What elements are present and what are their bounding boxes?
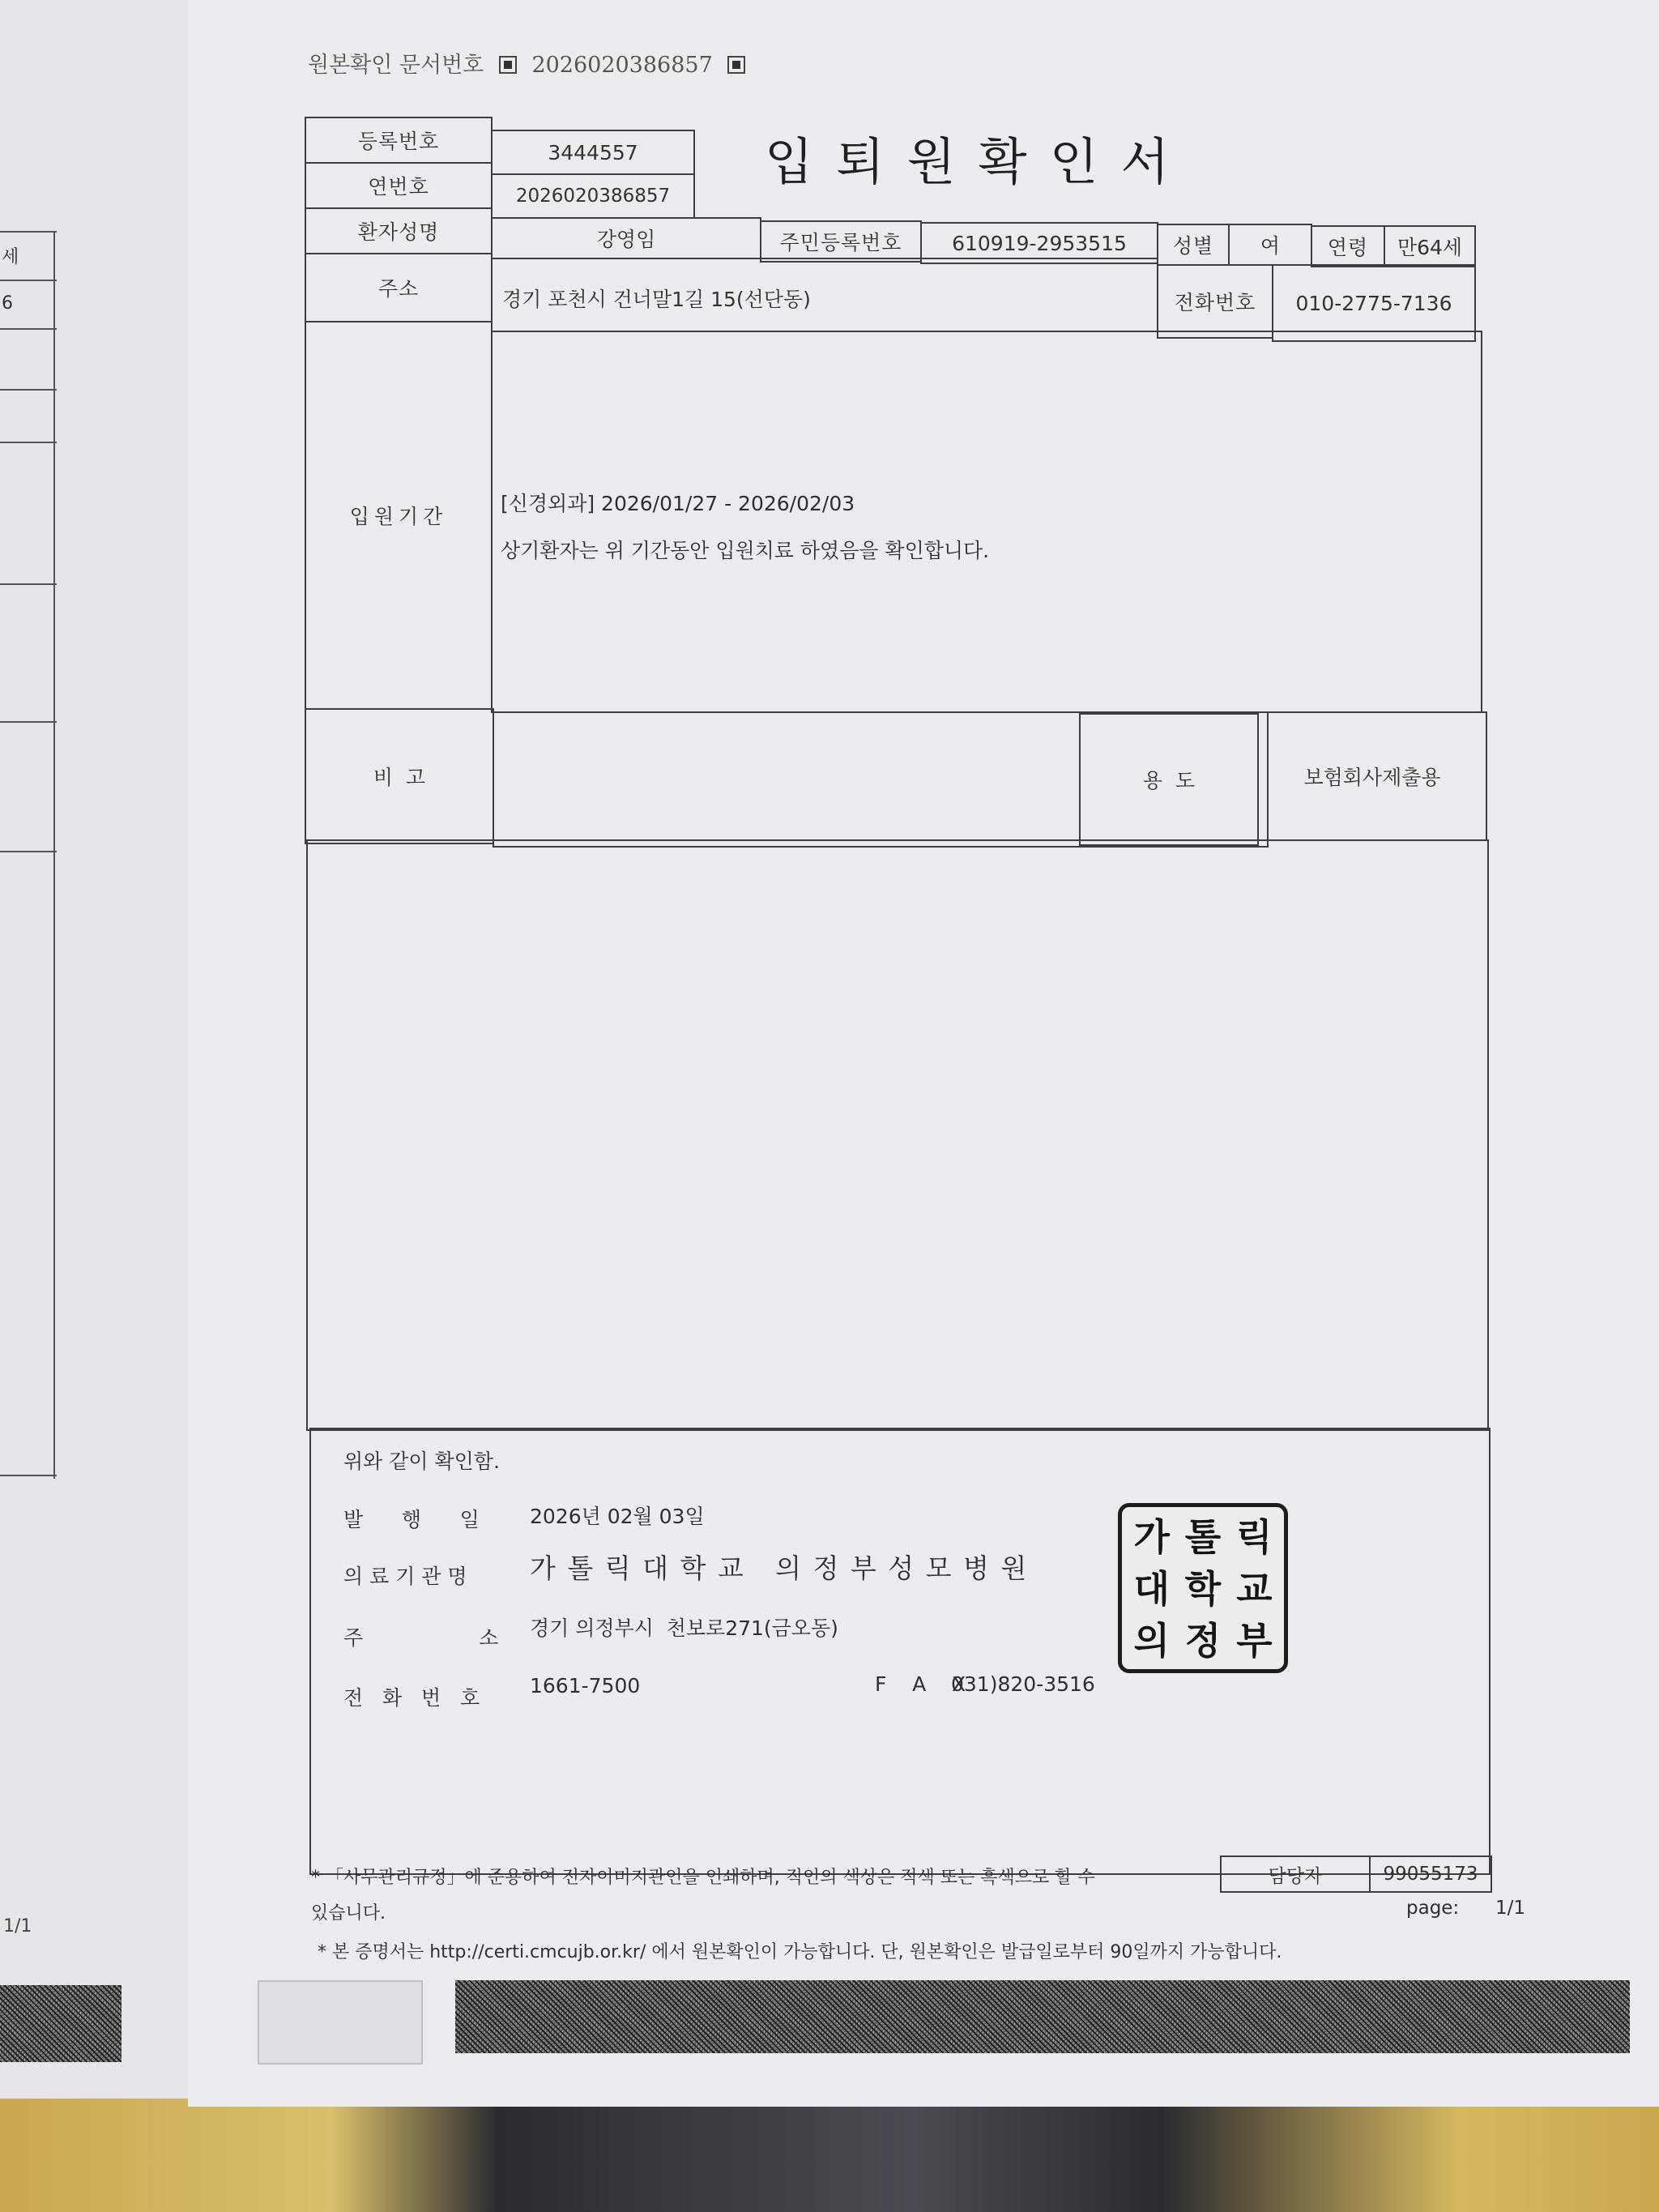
square-mark-icon: [727, 56, 745, 74]
page-value: 1/1: [1495, 1898, 1526, 1919]
reg-no-value: 3444557: [491, 130, 695, 175]
seal-char: 가: [1133, 1515, 1170, 1559]
issue-date: 2026년 02월 03일: [530, 1505, 705, 1528]
seal-char: 정: [1184, 1619, 1222, 1663]
reg-no-label: 등록번호: [305, 117, 493, 164]
sex-value: 여: [1228, 224, 1312, 266]
period-dates: [신경외과] 2026/01/27 - 2026/02/03: [501, 492, 855, 515]
seal-char: 의: [1133, 1619, 1170, 1663]
footnote-line2: 있습니다.: [311, 1903, 386, 1924]
seal-char: 톨: [1184, 1515, 1222, 1559]
phone-label: 전화번호: [1157, 264, 1273, 339]
tel-value: 1661-7500: [530, 1674, 641, 1697]
left-fragment: 6: [2, 293, 13, 314]
fax-label: F A X: [875, 1672, 966, 1696]
rrn-label: 주민등록번호: [760, 220, 922, 263]
seal-char: 릭: [1236, 1515, 1273, 1559]
redacted-box: [258, 1980, 423, 2065]
serial-value: 2026020386857: [491, 173, 695, 219]
phone-value: 010-2775-7136: [1272, 264, 1476, 342]
table-line: [0, 328, 57, 330]
manager-id: 99055173: [1369, 1855, 1492, 1893]
age-value: 만64세: [1384, 225, 1476, 267]
patient-label: 환자성명: [305, 207, 493, 254]
redacted-barcode: [0, 1985, 122, 2062]
remark-label: 비 고: [305, 708, 494, 844]
period-statement: 상기환자는 위 기간동안 입원치료 하였음을 확인합니다.: [501, 539, 990, 562]
blank-area: [306, 839, 1489, 1431]
period-label: 입원기간: [305, 321, 493, 710]
document-number: 2026020386857: [531, 53, 713, 78]
square-mark-icon: [499, 56, 517, 74]
certificate-document: [188, 0, 1659, 2107]
document-number-line: [308, 47, 753, 79]
table-surface: [0, 2099, 1659, 2212]
manager-label: 담당자: [1220, 1855, 1371, 1893]
left-fragment: 세: [2, 247, 19, 267]
period-box: [491, 331, 1482, 713]
footnote-line1: * 「사무관리규정」에 준용하여 전자이미지관인을 인쇄하며, 직인의 색상은 적색 또는 흑색으로 할 수: [311, 1868, 1095, 1888]
official-seal: [1118, 1503, 1288, 1673]
table-line: [0, 721, 57, 723]
page-label: page:: [1406, 1898, 1460, 1919]
table-line: [0, 583, 57, 585]
table-line: [53, 231, 55, 1479]
seal-char: 부: [1236, 1619, 1273, 1663]
table-line: [0, 442, 57, 443]
verification-note: * 본 증명서는 http://certi.cmcujb.or.kr/ 에서 원본확인이 가능합니다. 단, 원본확인은 발급일로부터 90일까지 가능합니다.: [318, 1942, 1282, 1962]
purpose-value: 보험회사제출용: [1257, 711, 1487, 841]
seal-char: 대: [1133, 1567, 1170, 1611]
seal-char: 학: [1184, 1567, 1222, 1611]
rrn-value: 610919-2953515: [920, 222, 1158, 264]
confirm-statement: 위와 같이 확인함.: [343, 1450, 500, 1473]
background-paper: [0, 0, 190, 2107]
institution-address: 경기 의정부시 천보로271(금오동): [530, 1616, 838, 1640]
table-line: [0, 280, 57, 281]
table-line: [0, 1475, 57, 1476]
tel-label: 전 화 번 호: [343, 1686, 480, 1710]
document-number-label: 원본확인 문서번호: [308, 53, 484, 78]
seal-char: 교: [1236, 1567, 1273, 1611]
table-line: [0, 231, 57, 233]
table-line: [0, 851, 57, 852]
address-label: 주소: [305, 253, 493, 322]
fax-value: 031)820-3516: [951, 1672, 1095, 1696]
confirmation-block: [309, 1428, 1491, 1875]
address-value: 경기 포천시 건너말1길 15(선단동): [491, 258, 1158, 332]
left-page-number: 1/1: [3, 1916, 32, 1937]
document-title: 입퇴원확인서: [765, 132, 1192, 191]
purpose-label: 용 도: [1079, 713, 1259, 846]
table-line: [0, 389, 57, 391]
institution-name: 가 톨 릭 대 학 교 의 정 부 성 모 병 원: [530, 1552, 1029, 1584]
sex-label: 성별: [1157, 224, 1230, 266]
institution-label: 의 료 기 관 명: [343, 1565, 467, 1588]
address-label-2: 주 소: [343, 1626, 499, 1650]
patient-name: 강영임: [491, 217, 761, 259]
redacted-barcode: [455, 1980, 1630, 2053]
age-label: 연령: [1311, 225, 1385, 267]
issue-label: 발 행 일: [343, 1508, 480, 1531]
serial-label: 연번호: [305, 162, 493, 209]
